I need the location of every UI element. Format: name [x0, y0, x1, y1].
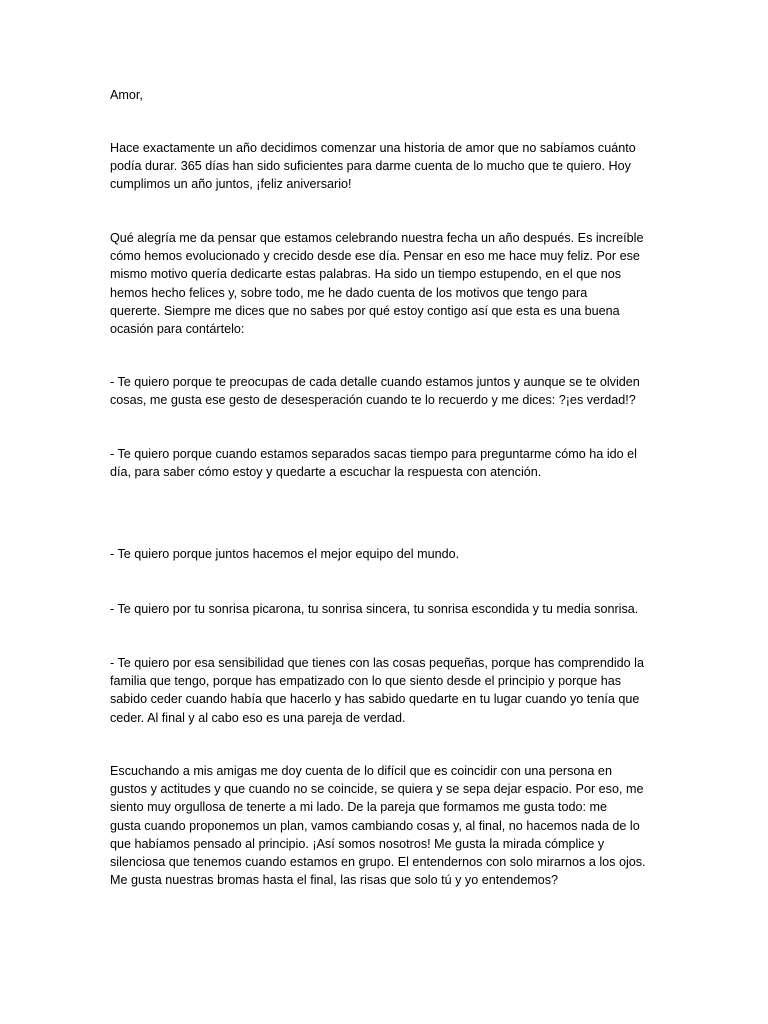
paragraph-line: familia que tengo, porque has empatizado con lo que siento desde el principio y porque has [110, 674, 622, 689]
paragraph-line: mismo motivo quería dedicarte estas palabras. Ha sido un tiempo estupendo, en el que nos [110, 267, 622, 282]
reason-item-sensitivity [110, 654, 662, 727]
paragraph-line: hemos hecho felices y, sobre todo, me he dado cuenta de los motivos que tengo para [110, 285, 588, 300]
paragraph-line: ceder. Al final y al cabo eso es una pareja de verdad. [110, 710, 406, 725]
paragraph-line: Qué alegría me da pensar que estamos celebrando nuestra fecha un año después. Es increíble [110, 231, 644, 245]
paragraph-intro [110, 139, 662, 194]
paragraph-line: gustos y actitudes y que cuando no se coincide, se quiera y se sepa dejar espacio. Por eso, me [110, 782, 644, 797]
paragraph-line: quererte. Siempre me dices que no sabes por qué estoy contigo así que esta es una buena [110, 303, 620, 318]
paragraph-line: Escuchando a mis amigas me doy cuenta de lo difícil que es coincidir con una persona en [110, 764, 612, 778]
paragraph-line: cosas, me gusta ese gesto de desesperación cuando te lo recuerdo y me dices: ?¡es verdad!? [110, 393, 636, 408]
reason-item-details [110, 373, 662, 409]
paragraph-line: - Te quiero porque juntos hacemos el mejor equipo del mundo. [110, 547, 460, 561]
paragraph-line: silenciosa que tenemos cuando estamos en grupo. El entendernos con solo mirarnos a los ojos. [110, 855, 646, 870]
paragraph-line: sabido ceder cuando había que hacerlo y has sabido quedarte en tu lugar cuando yo tenía que [110, 692, 640, 707]
reason-item-time [110, 445, 662, 481]
letter-salutation [110, 86, 662, 104]
paragraph-line: podía durar. 365 días han sido suficientes para darme cuenta de lo mucho que te quiero. Hoy [110, 159, 631, 174]
paragraph-line: Hace exactamente un año decidimos comenzar una historia de amor que no sabíamos cuánto [110, 141, 636, 155]
paragraph-line: día, para saber cómo estoy y quedarte a escuchar la respuesta con atención. [110, 465, 542, 480]
paragraph-line: - Te quiero por tu sonrisa picarona, tu sonrisa sincera, tu sonrisa escondida y tu media sonrisa. [110, 602, 639, 616]
paragraph-line: gusta cuando proponemos un plan, vamos cambiando cosas y, al final, no hacemos nada de lo [110, 818, 640, 833]
paragraph-reflection [110, 229, 662, 338]
paragraph-line: Me gusta nuestras bromas hasta el final, las risas que solo tú y yo entendemos? [110, 873, 559, 888]
paragraph-line: - Te quiero porque te preocupas de cada detalle cuando estamos juntos y aunque se te olviden [110, 375, 640, 389]
paragraph-line: que habíamos pensado al principio. ¡Así somos nosotros! Me gusta la mirada cómplice y [110, 836, 605, 851]
paragraph-line: - Te quiero por esa sensibilidad que tienes con las cosas pequeñas, porque has comprendido la [110, 656, 644, 670]
paragraph-line: - Te quiero porque cuando estamos separados sacas tiempo para preguntarme cómo ha ido el [110, 447, 637, 461]
paragraph-line: ocasión para contártelo: [110, 322, 245, 337]
reason-item-team [110, 545, 662, 563]
reason-item-smile [110, 600, 662, 618]
salutation-line: Amor, [110, 88, 143, 102]
paragraph-line: cómo hemos evolucionado y crecido desde ese día. Pensar en eso me hace muy feliz. Por ese [110, 249, 640, 264]
paragraph-closing [110, 762, 662, 889]
paragraph-line: cumplimos un año juntos, ¡feliz aniversario! [110, 177, 352, 192]
paragraph-line: siento muy orgullosa de tenerte a mi lado. De la pareja que formamos me gusta todo: me [110, 800, 608, 815]
